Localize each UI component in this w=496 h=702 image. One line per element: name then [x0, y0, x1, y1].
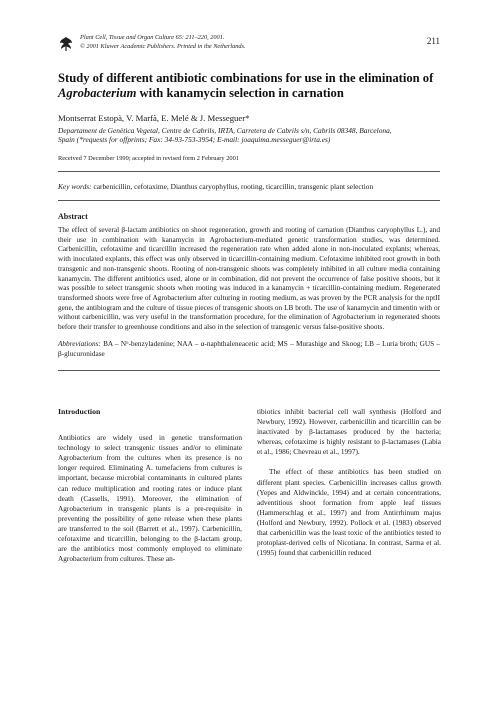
- column-right: [257, 407, 441, 568]
- article-title: [58, 71, 448, 100]
- keywords-text: carbenicillin, cefotaxime, Dianthus caryophyllus, rooting, ticarcillin, transgenic plant selection: [91, 182, 374, 191]
- intro-paragraph-continued: tibiotics inhibit bacterial cell wall synthesis (Holford and Newbury, 1992). However, carbenicillin and ticarcillin can be inactivated by β-lactamases produced by the bacteria; whereas, cefotaxime is highly resistant to β-lactamases (Labia et al., 1986; Chevreau et al., 1997).: [257, 407, 441, 457]
- affiliation: [58, 126, 450, 145]
- column-left: [58, 407, 242, 574]
- abbreviations: [58, 340, 440, 359]
- abstract-text: The effect of several β-lactam antibiotics on shoot regeneration, growth and rooting of carnation (Dianthus caryophyllus L.), and their use in combination with kanamycin in Agrobacterium-mediated genetic transformation studies, was determined. Carbenicillin, cefotaxime and ticarcillin increased the regeneration rate when added alone in non-inoculated explants; whereas, with inoculated explants, this effect was only observed in ticarcillin-containing medium. Cefotaxime inhibited root growth in both transgenic and non-transgenic shoots. Rooting of non-transgenic shoots was completely inhibited in all culture media containing kanamycin. The different antibiotics used, alone or in combination, did not prevent the occurrence of false positive shoots, but it was possible to select transgenic shoots when rooting was induced in a kanamycin + ticarcillin-containing medium. Regenerated transformed shoots were free of Agrobacterium after culturing in rooting medium, as was proven by the PCR analysis for the nptII gene, the antibiogram and the culture of tissue pieces of transgenic shoots on LB broth. The use of kanamycin and timentin with or without carbenicillin, was very useful in the transformation procedure, for the elimination of Agrobacterium in regenerated shoots before their transfer to greenhouse conditions and also in the selection of transgenic versus false-positive shoots.: [58, 226, 440, 332]
- abbreviations-label: Abbreviations:: [58, 340, 101, 348]
- keywords: [58, 182, 373, 191]
- copyright-line: © 2001 Kluwer Academic Publishers. Printed in the Netherlands.: [80, 42, 246, 50]
- abbreviations-text: BA – N⁶-benzyladenine; NAA – α-naphthaleneacetic acid; MS – Murashige and Skoog; LB – Luria broth; GUS – β-glucuronidase: [58, 340, 440, 358]
- journal-header: [80, 34, 246, 51]
- authors: Montserrat Estopà, V. Marfà, E. Melé & J. Messeguer*: [58, 113, 250, 123]
- page-number: 211: [426, 36, 440, 46]
- affiliation-line-1: Departament de Genètica Vegetal, Centre de Cabrils, IRTA, Carretera de Cabrils s/n, Cabrils 08348, Barcelona,: [58, 126, 392, 135]
- introduction-heading: Introduction: [58, 407, 101, 416]
- divider-abbrev: [58, 370, 440, 371]
- affiliation-line-2: Spain (*requests for offprints; Fax: 34-93-753-3954; E-mail: joaquima.messeguer@irta.es): [58, 135, 331, 145]
- title-organism: Agrobacterium: [58, 85, 137, 100]
- keywords-label: Key words:: [58, 182, 92, 191]
- abstract-heading: Abstract: [58, 212, 88, 221]
- title-line-2-rest: with kanamycin selection in carnation: [136, 85, 344, 100]
- kluwer-tree-logo-icon: [58, 36, 74, 52]
- journal-line: Plant Cell, Tissue and Organ Culture 65: 211–220, 2001.: [80, 34, 225, 41]
- received-dates: Received 7 December 1999; accepted in revised form 2 February 2001: [58, 155, 240, 162]
- title-line-2: [58, 86, 448, 101]
- title-line-1: Study of different antibiotic combinations for use in the elimination of: [58, 71, 434, 85]
- divider-top: [58, 171, 440, 172]
- divider-keywords: [58, 200, 440, 201]
- intro-paragraph-1: Antibiotics are widely used in genetic transformation technology to select transgenic tissues and/or to eliminate Agrobacterium from the cultures when its presence is no longer required. Eliminating A. tumefaciens from cultures is important, because microbial contaminants in cultured plants can reduce multiplication and rooting rates or induce plant death (Cassells, 1991). Moreover, the elimination of Agrobacterium in transgenic plants is a pre-requisite in preventing the possibility of gene release when these plants are transferred to the soil (Barrett et al., 1997). Carbenicillin, cefotaxime and ticarcillin, belonging to the β-lactam group, are the antibiotics most commonly employed to eliminate Agrobacterium from cultures. These an-: [58, 433, 242, 564]
- intro-paragraph-2: The effect of these antibiotics has been studied on different plant species. Carbenicillin increases callus growth (Yepes and Aldwinckle, 1994) and at certain concentrations, adventitious shoot formation from apple leaf tissues (Hammerschlag et al., 1997) and from Antirrhinum majus (Holford and Newbury, 1992). Pollock et al. (1983) observed that carbenicillin was the least toxic of the antibiotics tested to protoplast-derived cells of Nicotiana. In contrast, Sarma et al. (1995) found that carbenicillin reduced: [257, 467, 441, 558]
